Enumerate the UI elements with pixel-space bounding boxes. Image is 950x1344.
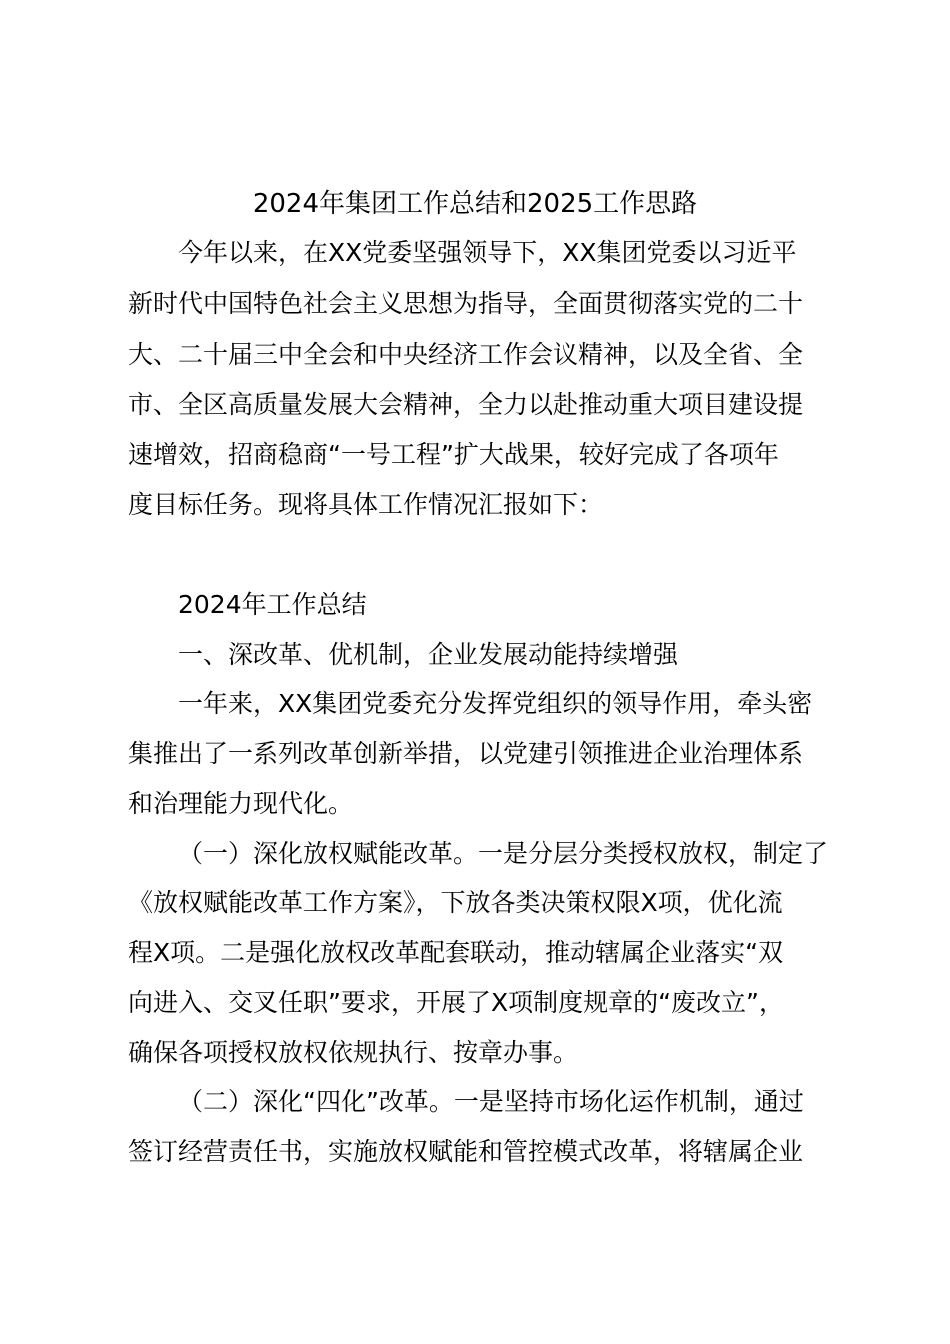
- paragraph-line: 签订经营责任书，实施放权赋能和管控模式改革，将辖属企业: [128, 1137, 804, 1166]
- paragraph-line: 今年以来，在XX党委坚强领导下，XX集团党委以习近平: [178, 238, 797, 267]
- paragraph-line: （二）深化“四化”改革。一是坚持市场化运作机制，通过: [178, 1087, 804, 1116]
- paragraph-line: 新时代中国特色社会主义思想为指导，全面贯彻落实党的二十: [128, 289, 804, 318]
- paragraph-line: 程X项。二是强化放权改革配套联动，推动辖属企业落实“双: [128, 938, 784, 967]
- paragraph-line: 确保各项授权放权依规执行、按章办事。: [128, 1038, 579, 1067]
- paragraph-line: 《放权赋能改革工作方案》，下放各类决策权限X项，优化流: [128, 888, 783, 917]
- document-title: 2024年集团工作总结和2025工作思路: [252, 189, 698, 219]
- section-heading: 2024年工作总结: [178, 590, 367, 619]
- paragraph-line: （一）深化放权赋能改革。一是分层分类授权放权，制定了: [178, 839, 829, 868]
- paragraph-line: 市、全区高质量发展大会精神，全力以赴推动重大项目建设提: [128, 390, 804, 419]
- paragraph-line: 向进入、交叉任职”要求，开展了X项制度规章的“废改立”，: [128, 988, 784, 1017]
- paragraph-line: 度目标任务。现将具体工作情况汇报如下：: [128, 490, 604, 519]
- paragraph-line: 一年来，XX集团党委充分发挥党组织的领导作用，牵头密: [178, 689, 813, 718]
- paragraph-line: 集推出了一系列改革创新举措，以党建引领推进企业治理体系: [128, 739, 804, 768]
- paragraph-line: 速增效，招商稳商“一号工程”扩大战果，较好完成了各项年: [128, 440, 779, 469]
- subsection-heading: 一、深改革、优机制，企业发展动能持续增强: [178, 640, 679, 669]
- paragraph-line: 大、二十届三中全会和中央经济工作会议精神，以及全省、全: [128, 340, 804, 369]
- paragraph-line: 和治理能力现代化。: [128, 789, 354, 818]
